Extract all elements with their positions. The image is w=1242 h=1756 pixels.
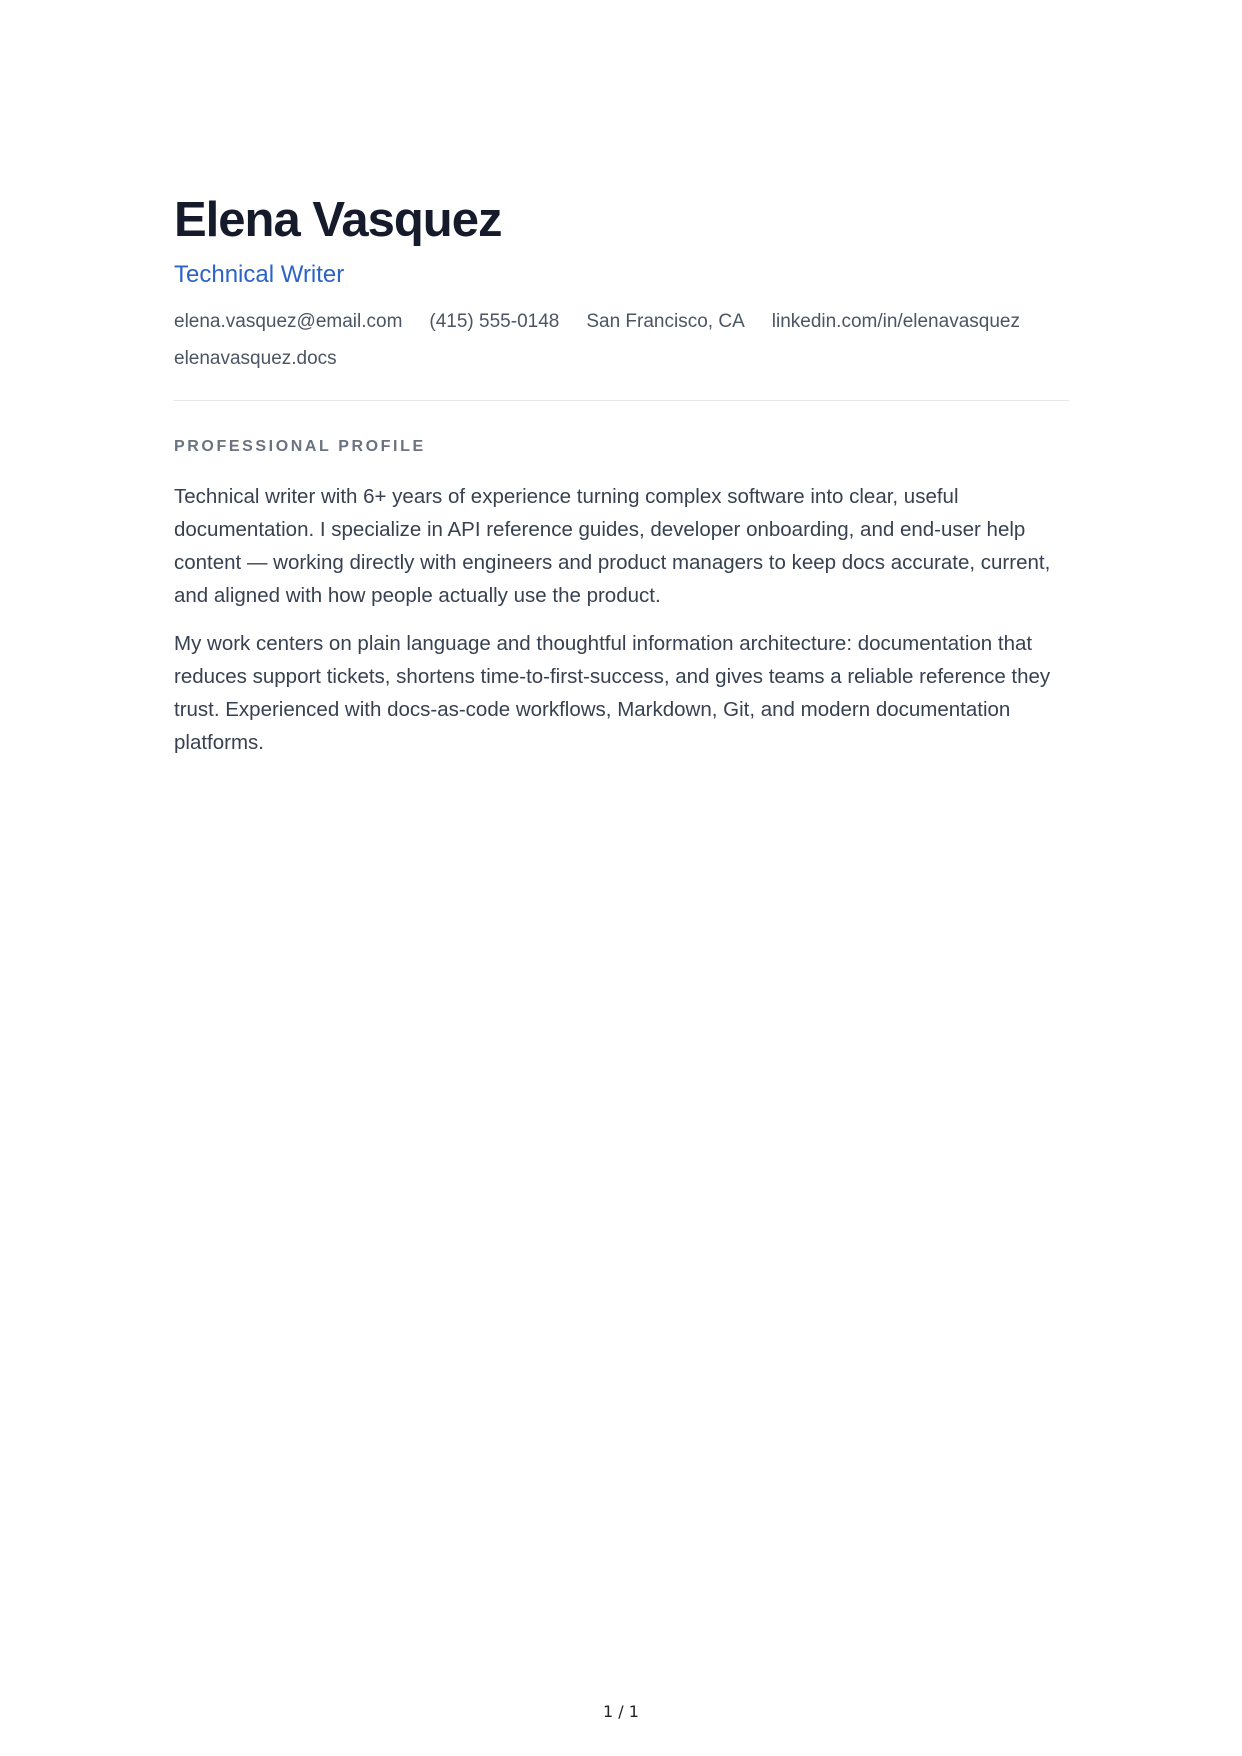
candidate-name: Elena Vasquez — [174, 193, 502, 247]
section-heading-profile: PROFESSIONAL PROFILE — [174, 438, 426, 455]
page-number: 1 / 1 — [603, 1702, 639, 1721]
profile-paragraph: Technical writer with 6+ years of experience turning complex software into clear, useful documentation. I specialize in API reference guides, developer onboarding, and end-user help content — working directly with engineers and product managers to keep docs accurate, current, and aligned with how people actually use the product. — [174, 485, 1051, 607]
resume-page — [174, 190, 1069, 759]
header-divider — [174, 400, 1069, 401]
contact-location: San Francisco, CA — [586, 311, 745, 332]
contact-website: elenavasquez.docs — [174, 348, 337, 369]
job-title: Technical Writer — [174, 261, 345, 288]
profile-paragraph: My work centers on plain language and thoughtful information architecture: documentation that reduces support tickets, shortens time-to-first-success, and gives teams a reliable reference they trust. Experienced with docs-as-code workflows, Markdown, Git, and modern documentation platforms. — [174, 632, 1051, 754]
contact-phone: (415) 555-0148 — [429, 311, 560, 332]
contact-email: elena.vasquez@email.com — [174, 311, 403, 332]
contact-linkedin: linkedin.com/in/elenavasquez — [771, 311, 1020, 332]
contact-info — [174, 308, 1069, 372]
